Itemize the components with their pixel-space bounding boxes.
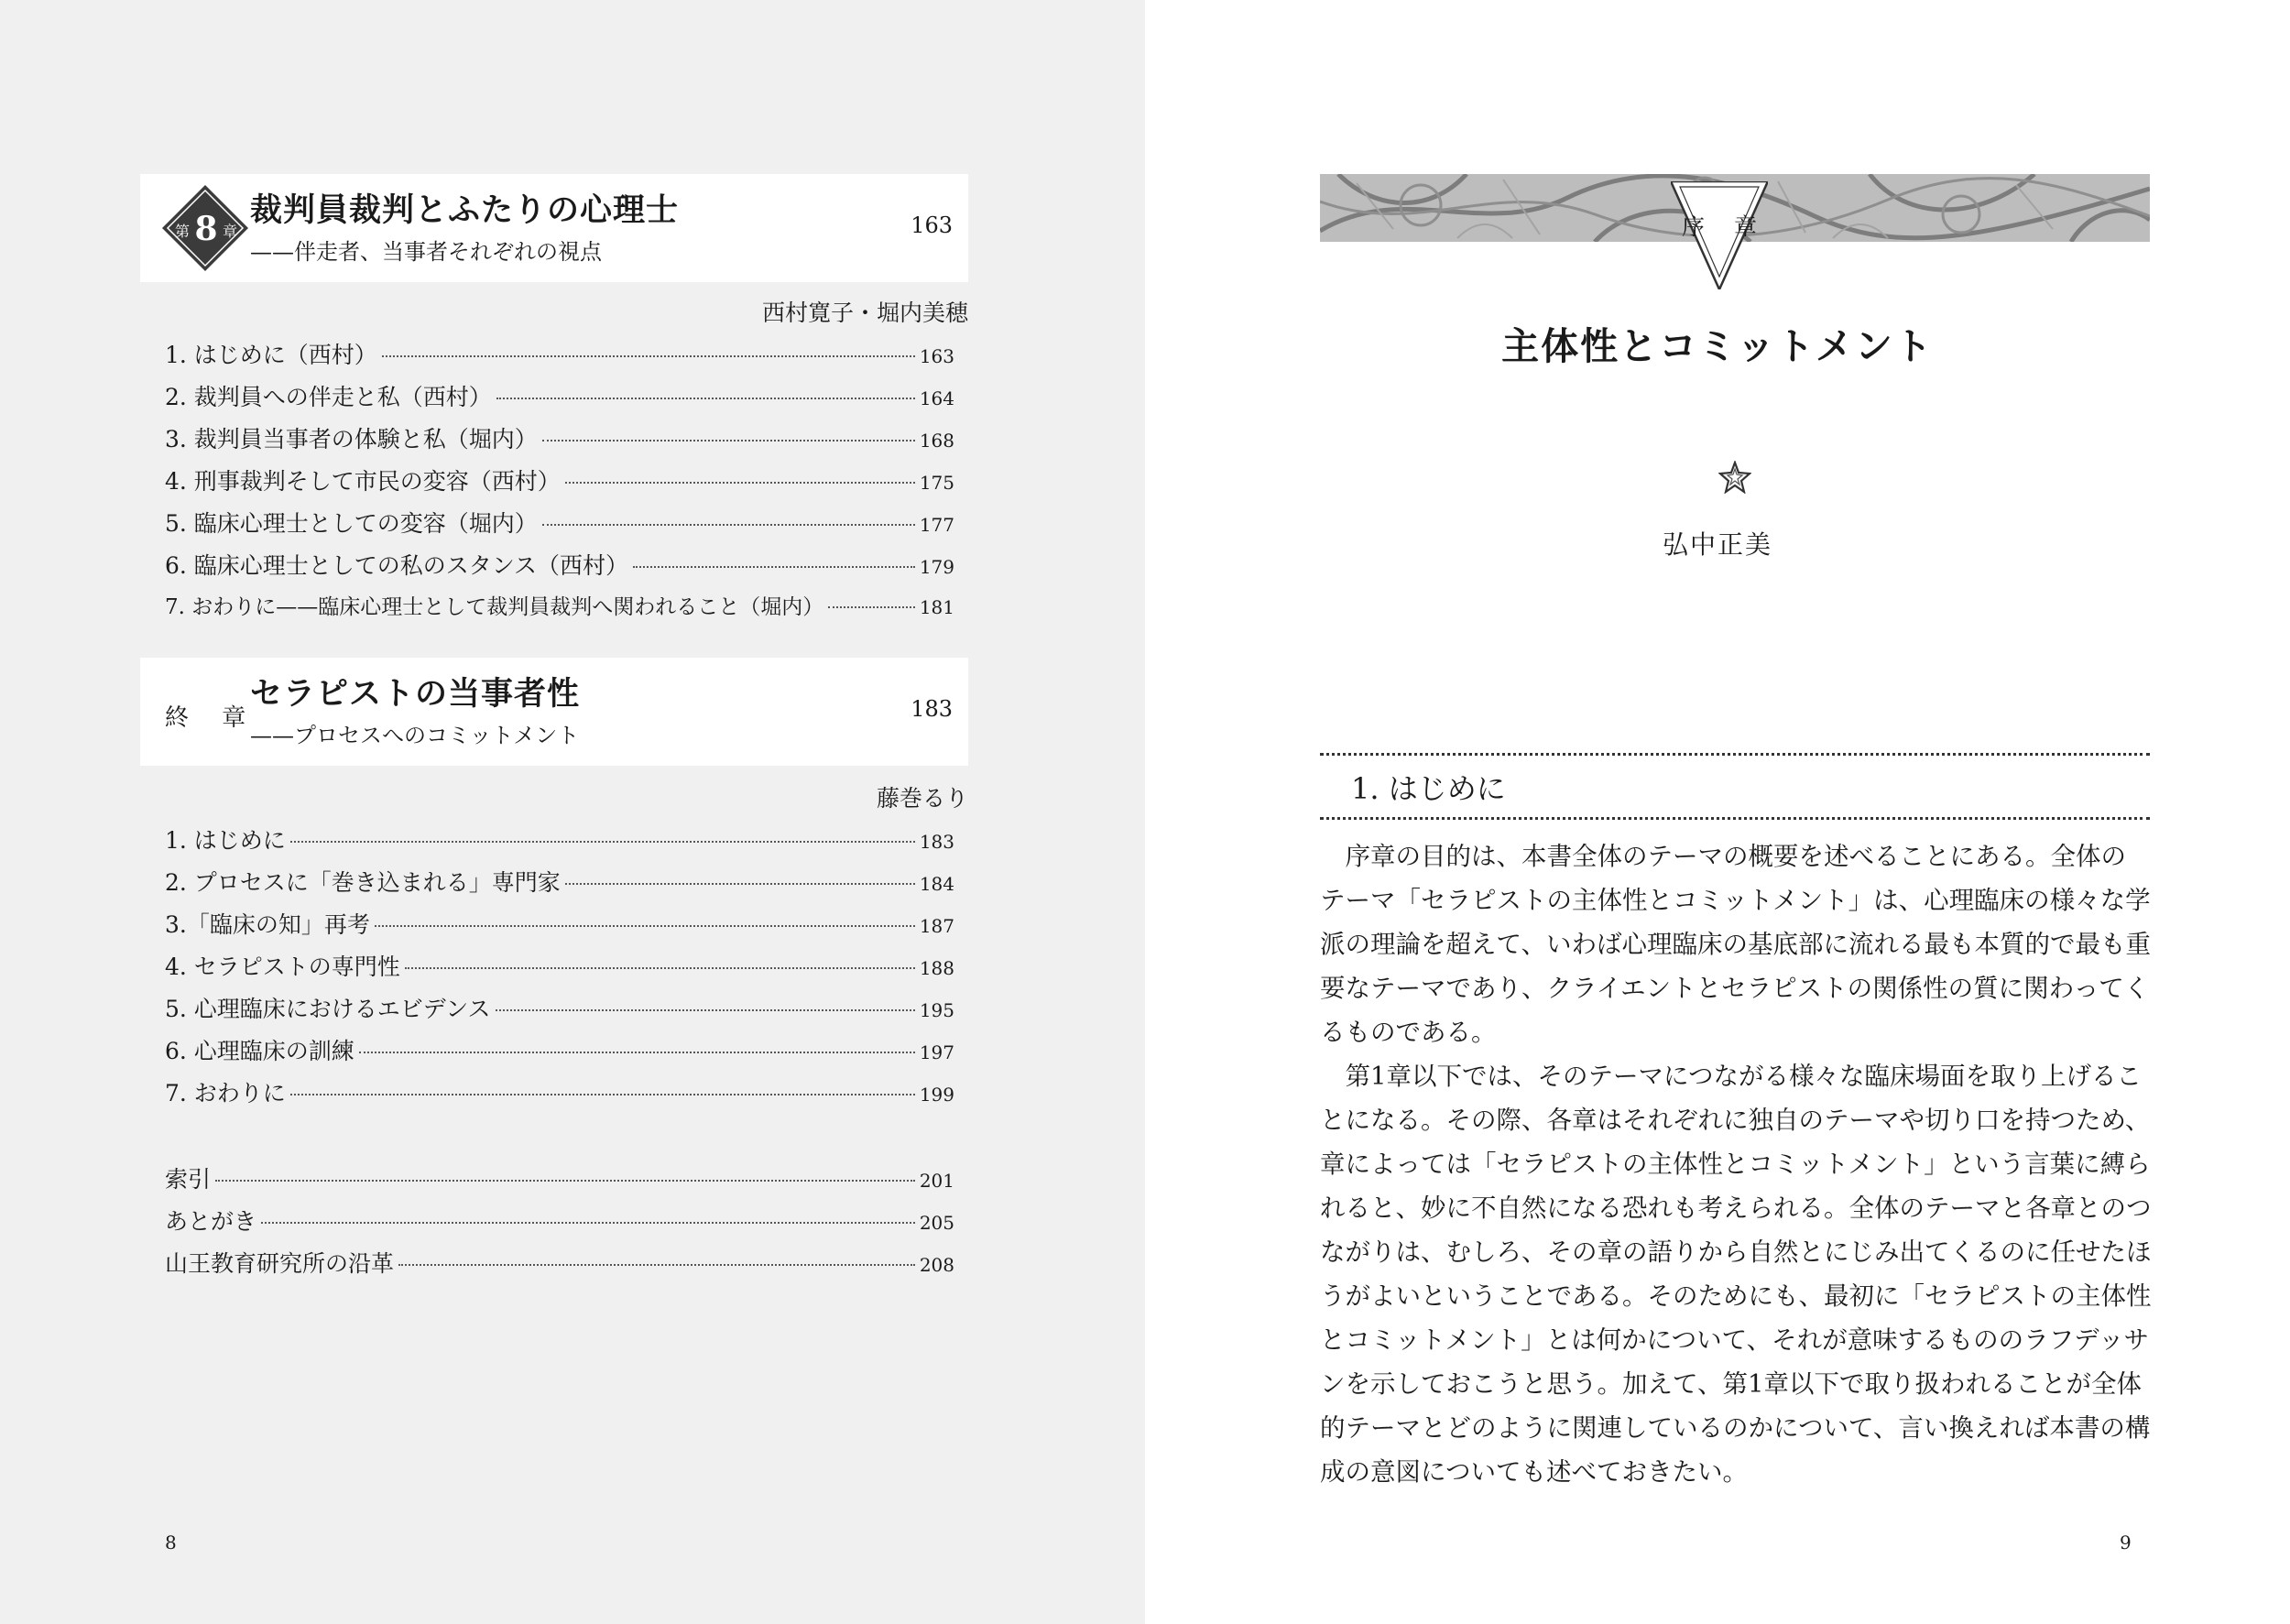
toc-entry-page: 163	[919, 345, 954, 367]
body-line: るものである。	[1320, 1018, 1497, 1047]
right-page-number: 9	[2120, 1531, 2132, 1553]
body-line: 要なテーマであり、クライエントとセラピストの関係性の質に関わってく	[1320, 974, 2150, 1003]
toc-entry[interactable]	[165, 421, 954, 458]
back-matter-entry[interactable]	[165, 1204, 954, 1240]
leader-dots	[496, 398, 915, 399]
toc-entry[interactable]	[165, 548, 954, 584]
toc-entry-label: 5. 臨床心理士としての変容（堀内）	[165, 510, 538, 537]
toc-entry-label: 3.「臨床の知」再考	[165, 911, 370, 938]
toc-entry-page: 201	[919, 1170, 954, 1192]
body-line: 成の意図についても述べておきたい。	[1320, 1457, 1748, 1487]
badge-number: 8	[194, 210, 218, 248]
toc-entry-label: 2. 裁判員への伴走と私（西村）	[165, 384, 492, 410]
body-line: 章によっては「セラピストの主体性とコミットメント」という言葉に縛ら	[1320, 1150, 2151, 1179]
chapter-label: 序 章	[1682, 213, 1768, 240]
leader-dots	[565, 482, 915, 484]
leader-dots	[828, 606, 915, 608]
toc-entry-page: 175	[919, 472, 954, 494]
leader-dots	[633, 566, 915, 568]
toc-entry-page: 187	[919, 915, 954, 937]
chapter-title: 主体性とコミットメント	[1501, 324, 1934, 368]
final-chapter-subtitle: ——プロセスへのコミットメント	[250, 723, 580, 748]
leader-dots	[398, 1264, 915, 1266]
chapter-8-header	[140, 174, 968, 282]
leader-dots	[405, 967, 915, 969]
toc-entry[interactable]	[165, 379, 954, 416]
final-chapter-label: 終 章	[165, 704, 259, 732]
leader-dots	[375, 925, 915, 927]
body-line: ながりは、むしろ、その章の語りから自然とにじみ出てくるのに任せたほ	[1320, 1237, 2152, 1267]
chapter-8-page: 163	[911, 213, 953, 238]
star-ornament-icon	[1718, 461, 1751, 494]
chapter-8-authors: 西村寛子・堀内美穂	[761, 300, 968, 326]
final-chapter-header	[140, 658, 968, 766]
leader-dots	[542, 524, 915, 526]
toc-entry[interactable]	[165, 865, 954, 901]
leader-dots	[290, 841, 915, 843]
toc-entry-label: 4. 刑事裁判そして市民の変容（西村）	[165, 468, 561, 495]
final-chapter-page: 183	[911, 696, 953, 722]
toc-entry-label: 7. おわりに——臨床心理士として裁判員裁判へ関われること（堀内）	[165, 595, 824, 619]
toc-entry[interactable]	[165, 1075, 954, 1112]
toc-entry-label: 6. 心理臨床の訓練	[165, 1038, 354, 1064]
badge-suffix: 章	[222, 223, 238, 240]
leader-dots	[215, 1180, 915, 1182]
chapter-label-triangle	[1671, 181, 1768, 289]
body-line: テーマ「セラピストの主体性とコミットメント」は、心理臨床の様々な学	[1320, 886, 2151, 915]
leader-dots	[496, 1009, 915, 1011]
body-line: れると、妙に不自然になる恐れも考えられる。全体のテーマと各章とのつ	[1320, 1193, 2152, 1223]
toc-entry-page: 179	[919, 556, 954, 578]
section-rule-bottom	[1320, 817, 2150, 820]
toc-entry[interactable]	[165, 991, 954, 1028]
leader-dots	[359, 1052, 915, 1053]
leader-dots	[261, 1222, 915, 1224]
body-line: 序章の目的は、本書全体のテーマの概要を述べることにある。全体の	[1320, 842, 2126, 871]
toc-entry-page: 183	[919, 831, 954, 853]
section-rule-top	[1320, 753, 2150, 756]
toc-entry-page: 177	[919, 514, 954, 536]
back-matter-entry[interactable]	[165, 1161, 954, 1198]
final-chapter-authors: 藤巻るり	[876, 785, 968, 812]
toc-entry-label: 1. はじめに（西村）	[165, 342, 377, 368]
toc-entry-page: 197	[919, 1041, 954, 1063]
final-chapter-title: セラピストの当事者性	[250, 675, 581, 713]
toc-entry-page: 181	[919, 596, 954, 618]
body-line: うがよいということである。そのためにも、最初に「セラピストの主体性	[1320, 1281, 2152, 1311]
toc-entry-page: 195	[919, 999, 954, 1021]
toc-entry-page: 205	[919, 1212, 954, 1234]
toc-entry-label: 7. おわりに	[165, 1080, 286, 1106]
toc-entry-label: 1. はじめに	[165, 827, 286, 854]
chapter-8-title: 裁判員裁判とふたりの心理士	[250, 191, 680, 229]
toc-entry[interactable]	[165, 337, 954, 374]
toc-entry-label: 6. 臨床心理士としての私のスタンス（西村）	[165, 552, 629, 579]
toc-entry-label: 2. プロセスに「巻き込まれる」専門家	[165, 869, 561, 896]
toc-entry-page: 199	[919, 1084, 954, 1106]
leader-dots	[290, 1094, 915, 1095]
toc-entry[interactable]	[165, 506, 954, 542]
toc-entry-label: 索引	[165, 1166, 212, 1193]
section-heading: 1. はじめに	[1351, 771, 1506, 806]
right-page	[1145, 0, 2290, 1624]
toc-entry-label: 4. セラピストの専門性	[165, 954, 400, 980]
body-line: ンを示しておこうと思う。加えて、第1章以下で取り扱われることが全体	[1320, 1369, 2142, 1399]
toc-entry-page: 188	[919, 957, 954, 979]
toc-entry[interactable]	[165, 949, 954, 986]
chapter-8-badge	[160, 183, 250, 273]
toc-entry-page: 184	[919, 873, 954, 895]
toc-entry-label: 5. 心理臨床におけるエビデンス	[165, 996, 491, 1022]
leader-dots	[565, 883, 915, 885]
body-line: 的テーマとどのように関連しているのかについて、言い換えれば本書の構	[1320, 1413, 2151, 1443]
toc-entry-page: 164	[919, 387, 954, 409]
body-line: 派の理論を超えて、いわば心理臨床の基底部に流れる最も本質的で最も重	[1320, 930, 2151, 959]
body-line: とになる。その際、各章はそれぞれに独自のテーマや切り口を持つため、	[1320, 1106, 2151, 1135]
toc-entry[interactable]	[165, 1033, 954, 1070]
left-page-number: 8	[165, 1531, 177, 1553]
toc-entry[interactable]	[165, 823, 954, 859]
toc-entry-label: あとがき	[165, 1208, 257, 1235]
toc-entry[interactable]	[165, 463, 954, 500]
chapter-8-subtitle: ——伴走者、当事者それぞれの視点	[250, 239, 602, 265]
body-line: とコミットメント」とは何かについて、それが意味するもののラフデッサ	[1320, 1325, 2150, 1355]
toc-entry-page: 168	[919, 430, 954, 452]
leader-dots	[382, 355, 915, 357]
back-matter-entry[interactable]	[165, 1246, 954, 1282]
leader-dots	[542, 440, 915, 441]
toc-entry[interactable]	[165, 590, 954, 627]
toc-entry-label: 3. 裁判員当事者の体験と私（堀内）	[165, 426, 538, 452]
badge-prefix: 第	[174, 223, 191, 240]
chapter-author: 弘中正美	[1662, 529, 1772, 560]
toc-entry[interactable]	[165, 907, 954, 943]
body-line: 第1章以下では、そのテーマにつながる様々な臨床場面を取り上げるこ	[1320, 1062, 2142, 1091]
toc-entry-label: 山王教育研究所の沿革	[165, 1250, 395, 1277]
toc-entry-page: 208	[919, 1254, 954, 1276]
